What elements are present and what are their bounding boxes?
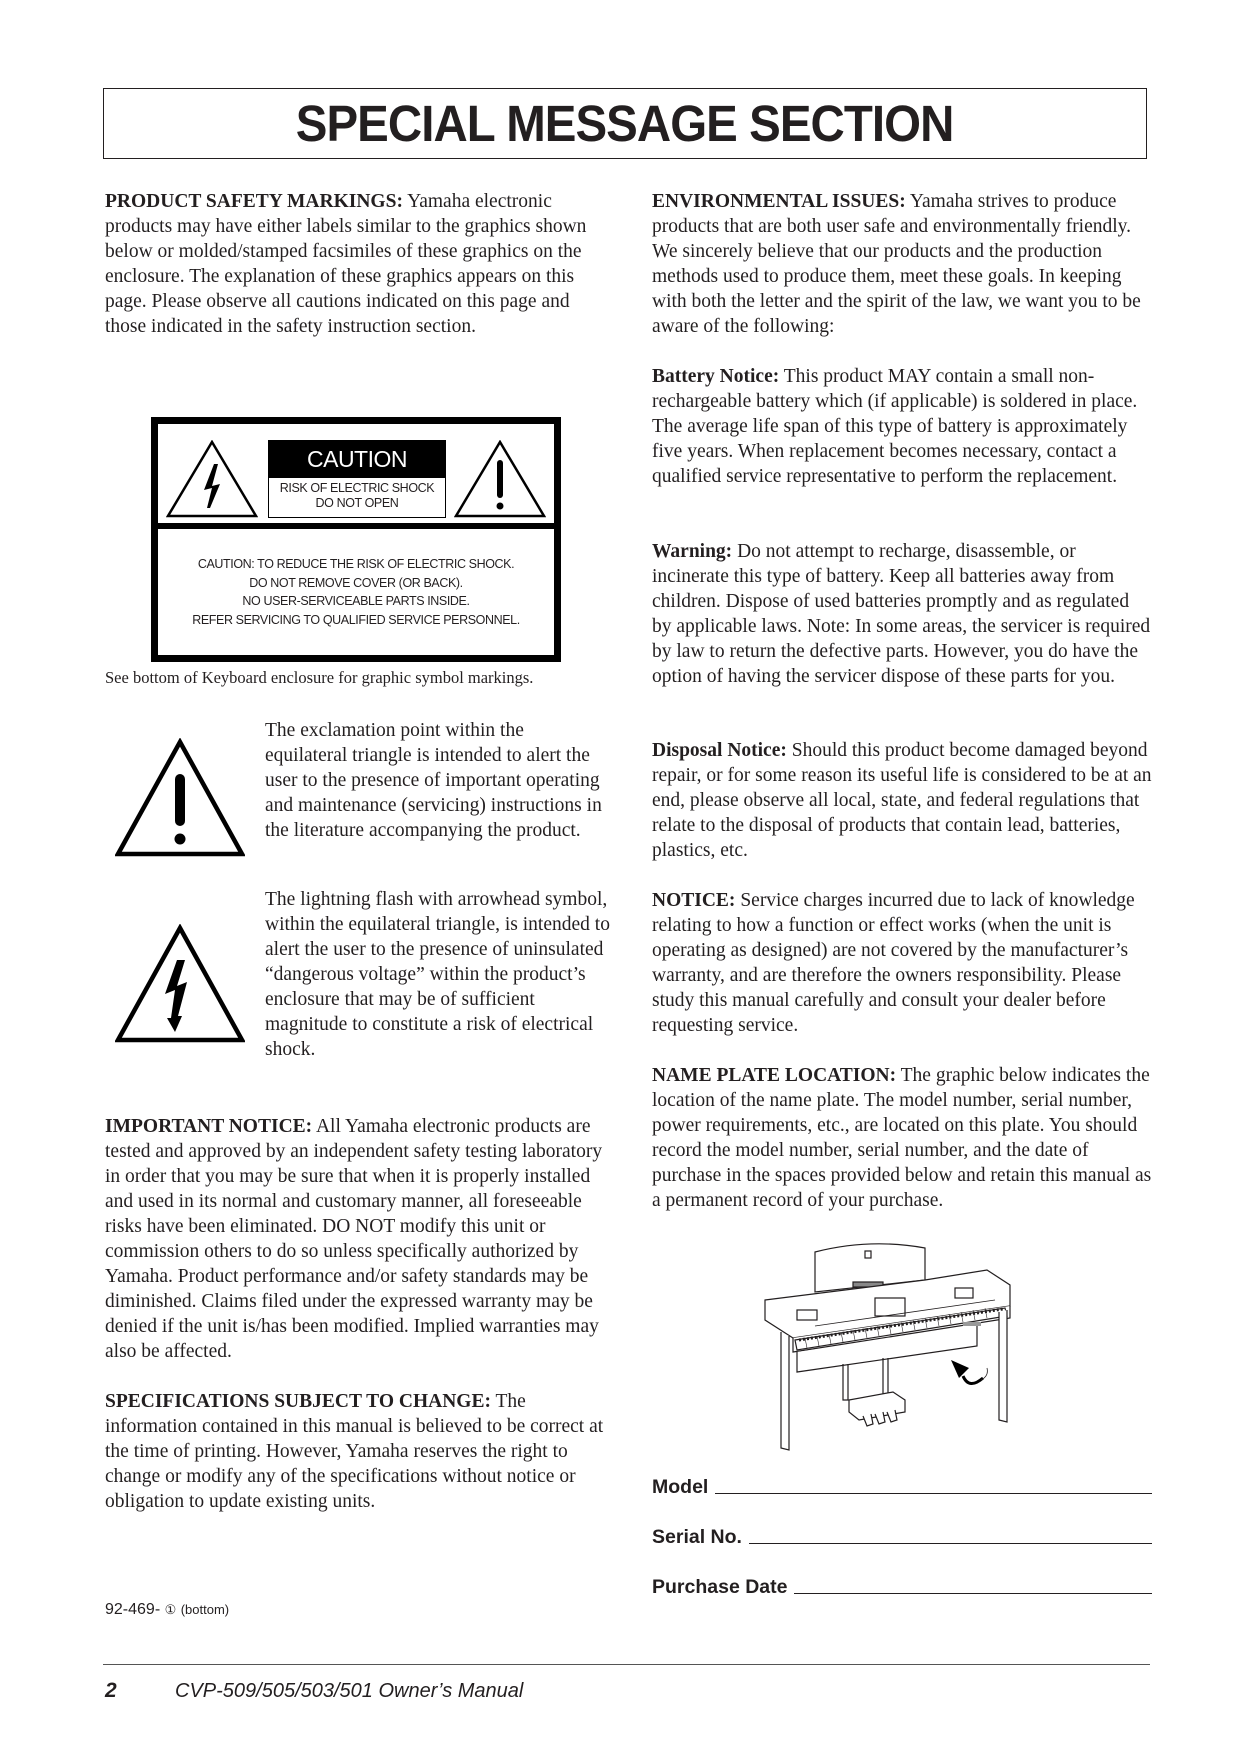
disposal-notice-body: Should this product become damaged beyond repair, or for some reason its useful life is considered to be at an end, please observe all local, state, and federal regulations that relate to the disposal of products that contain lead, batteries, plastics, etc. (652, 740, 1152, 861)
exclamation-triangle-icon (454, 440, 546, 518)
caution-line: NO USER-SERVICEABLE PARTS INSIDE. (242, 594, 470, 608)
important-notice-body: All Yamaha electronic products are tested and approved by an independent safety testing laboratory in order that you may be sure that when it is properly installed and used in its normal and customary manner, all foreseeable risks have been eliminated. DO NOT modify this unit or commission others to do so unless specifically authorized by Yamaha. Product performance and/or safety standards may be diminished. Claims filed under the expressed warranty may be denied if the unit is/has been modified. Implied warranties may also be affected. (105, 1116, 603, 1362)
environmental-heading: ENVIRONMENTAL ISSUES: (652, 191, 906, 212)
notice-paragraph (652, 888, 1152, 1038)
important-notice-heading: IMPORTANT NOTICE: (105, 1116, 313, 1137)
name-plate-body: The graphic below indicates the location of the name plate. The model number, serial number, power requirements, etc., are located on this plate. You should record the model number, serial number, and the date of purchase in the spaces provided below and retain this manual as a permanent record of your purchase. (652, 1065, 1152, 1211)
specifications-heading: SPECIFICATIONS SUBJECT TO CHANGE: (105, 1391, 491, 1412)
battery-notice-heading: Battery Notice: (652, 366, 780, 387)
piano-name-plate-illustration (755, 1240, 1015, 1455)
warning-paragraph (652, 539, 1152, 689)
model-input-line[interactable] (715, 1493, 1152, 1494)
lightning-triangle-icon (166, 440, 258, 518)
title-box (103, 88, 1147, 159)
disposal-notice-paragraph (652, 738, 1152, 863)
footer-page-number: 2 (105, 1679, 117, 1702)
battery-notice-body: This product MAY contain a small non-rechargeable battery which (if applicable) is soldered in place. The average life span of this type of battery is approximately five years. When replacement becomes necessary, contact a qualified service representative to perform the replacement. (652, 366, 1138, 487)
important-notice-paragraph (105, 1114, 605, 1364)
caution-label-graphic (151, 417, 561, 662)
purchase-date-field[interactable] (652, 1576, 1152, 1599)
specifications-body: The information contained in this manual is believed to be correct at the time of printing. However, Yamaha reserves the right to change or modify any of the specifications without notice or obligation to update existing units. (105, 1391, 604, 1512)
caution-label-sub-line1: RISK OF ELECTRIC SHOCK (279, 481, 435, 495)
code-number: 92-469- (105, 1601, 161, 1618)
caution-line: DO NOT REMOVE COVER (OR BACK). (249, 575, 463, 590)
exclamation-symbol-explanation (105, 718, 605, 868)
exclamation-symbol-text: The exclamation point within the equilateral triangle is intended to alert the user to the presence of important operating and maintenance (servicing) instructions in the literature accompanying the product. (265, 720, 602, 841)
footer-divider (103, 1664, 1150, 1665)
caution-line: CAUTION: TO REDUCE THE RISK OF ELECTRIC SHOCK. (197, 557, 515, 571)
caution-label-bottom (158, 529, 554, 655)
purchase-date-label: Purchase Date (652, 1576, 788, 1598)
page-title: SPECIAL MESSAGE SECTION (296, 95, 954, 152)
environmental-paragraph (652, 189, 1152, 339)
warning-body: Do not attempt to recharge, disassemble, or incinerate this type of battery. Keep all batteries away from children. Dispose of used batteries promptly and as regulated by applicable laws. Note: In some areas, the servicer is required by law to return the defective parts. However, you do have the option of having the servicer dispose of these parts for you. (652, 541, 1151, 687)
exclamation-triangle-icon (115, 738, 245, 858)
warning-heading: Warning: (652, 541, 733, 562)
serial-number-field[interactable] (652, 1526, 1152, 1549)
caution-label-sub-line2: DO NOT OPEN (315, 496, 399, 510)
caution-caption: See bottom of Keyboard enclosure for graphic symbol markings. (105, 668, 534, 687)
lightning-symbol-explanation (105, 887, 610, 1067)
notice-heading: NOTICE: (652, 890, 736, 911)
lightning-symbol-text: The lightning flash with arrowhead symbol, within the equilateral triangle, is intended to alert the user to the presence of uninsulated “dangerous voltage” within the product’s enclosure that may be of sufficient magnitude to constitute a risk of electrical shock. (265, 889, 610, 1060)
battery-notice-paragraph (652, 364, 1152, 489)
name-plate-heading: NAME PLATE LOCATION: (652, 1065, 897, 1086)
purchase-date-input-line[interactable] (794, 1593, 1152, 1594)
caution-label-head: CAUTION (269, 441, 445, 478)
lightning-triangle-icon (115, 924, 245, 1044)
disposal-notice-heading: Disposal Notice: (652, 740, 787, 761)
footer-manual-title: CVP-509/505/503/501 Owner’s Manual (175, 1680, 524, 1702)
caution-label-top (158, 424, 554, 529)
code-reference (105, 1601, 229, 1619)
model-label: Model (652, 1476, 709, 1498)
product-safety-body: Yamaha electronic products may have either labels similar to the graphics shown below or molded/stamped facsimiles of these graphics on the enclosure. The explanation of these graphics appears on this page. Please observe all cautions indicated on this page and those indicated in the safety instruction section. (105, 191, 587, 337)
caution-label-box (268, 440, 446, 518)
product-safety-heading: PRODUCT SAFETY MARKINGS: (105, 191, 403, 212)
model-field[interactable] (652, 1476, 1152, 1499)
specifications-paragraph (105, 1389, 605, 1514)
notice-body: Service charges incurred due to lack of knowledge relating to how a function or effect works (when the unit is operating as designed) are not covered by the manufacturer’s warranty, and are therefore the owners responsibility. Please study this manual carefully and consult your dealer before requesting service. (652, 890, 1135, 1036)
product-safety-paragraph (105, 189, 605, 339)
name-plate-paragraph (652, 1063, 1152, 1213)
environmental-body: Yamaha strives to produce products that are both user safe and environmentally friendly. We sincerely believe that our products and the production methods used to produce them, meet these goals. In keeping with both the letter and the spirit of the law, we want you to be aware of the following: (652, 191, 1141, 337)
code-circle: ① (164, 1602, 177, 1617)
serial-number-label: Serial No. (652, 1526, 742, 1548)
serial-number-input-line[interactable] (749, 1543, 1152, 1544)
caution-line: REFER SERVICING TO QUALIFIED SERVICE PERSONNEL. (192, 612, 520, 627)
code-note: (bottom) (180, 1602, 230, 1617)
